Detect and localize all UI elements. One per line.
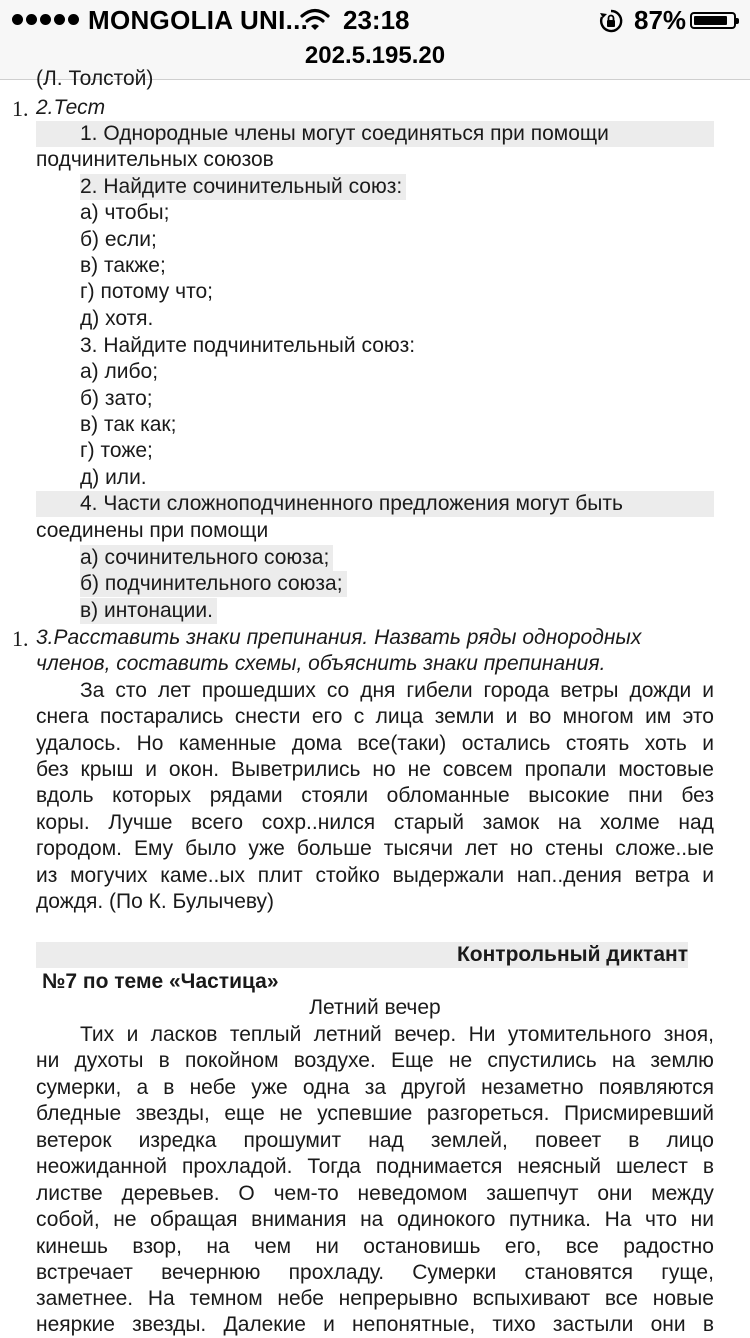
q3-option-a: а) либо; (80, 360, 159, 383)
url-text[interactable]: 202.5.195.20 (304, 42, 446, 69)
status-time: 23:18 (343, 5, 410, 35)
q2-option-a: а) чтобы; (80, 201, 170, 224)
dictation-paragraph-line: листве деревьев. О чем-то неведомом зашепчут они между (36, 1182, 714, 1205)
exercise-paragraph-line: снега постарались снести его с лица земли и во многом им это (36, 705, 714, 728)
question-3: 3. Найдите подчинительный союз: (80, 334, 416, 357)
dictation-paragraph-line: кинешь взор, на чем ни остановишь его, все радостно (36, 1235, 714, 1258)
dictation-paragraph-line: ни духоты в покойном воздухе. Еще не спустились на землю (36, 1049, 714, 1072)
dictation-paragraph-line: Тих и ласков теплый летний вечер. Ни утомительного зноя, (80, 1023, 714, 1046)
exercise-paragraph-line: дождя. (По К. Булычеву) (36, 890, 275, 913)
q4-option-c: в) интонации. (80, 598, 217, 624)
dictation-paragraph-line: встречает вечернюю прохладу. Сумерки становятся гуще, (36, 1261, 714, 1284)
carrier-name: MONGOLIA UNI... (88, 5, 309, 35)
document-page (0, 67, 750, 1336)
exercise-paragraph-line: без крыш и окон. Выветрились но не совсем пропали мостовые (36, 758, 714, 781)
dictation-paragraph-line: собой, не обращая внимания на одинокого путника. На что ни (36, 1208, 714, 1231)
section-heading-punctuation-line-1: 3.Расставить знаки препинания. Назвать ряды однородных (36, 626, 642, 649)
q3-option-b: б) зато; (80, 387, 153, 410)
wifi-icon (300, 8, 330, 37)
battery-percent: 87% (634, 5, 687, 35)
question-1-line-2: подчинительных союзов (36, 148, 274, 171)
question-2: 2. Найдите сочинительный союз: (80, 174, 406, 200)
q2-option-b: б) если; (80, 228, 157, 251)
dictation-paragraph-line: неожиданной прохладой. Тогда поднимается неясный шелест в (36, 1155, 714, 1178)
q2-option-d: г) потому что; (80, 280, 213, 303)
question-1-line-1: 1. Однородные члены могут соединяться при помощи (36, 121, 714, 147)
q3-option-e: д) или. (80, 466, 147, 489)
battery-icon (690, 12, 736, 29)
q3-option-c: в) так как; (80, 413, 177, 436)
q4-option-a: а) сочинительного союза; (80, 545, 333, 571)
q4-option-b: б) подчинительного союза; (80, 571, 347, 597)
list-number: 1. (12, 626, 29, 651)
dictation-paragraph-line: неяркие звезды. Далекие и непонятные, тихо застыли они в (36, 1313, 714, 1336)
rotation-lock-icon (598, 8, 624, 39)
section-heading-test: 2.Тест (36, 96, 106, 119)
question-4-line-1: 4. Части сложноподчиненного предложения могут быть (36, 491, 714, 517)
q3-option-d: г) тоже; (80, 439, 153, 462)
exercise-paragraph-line: городом. Ему было уже больше тысячи лет но стены сложе..ые (36, 837, 714, 860)
q2-option-e: д) хотя. (80, 307, 154, 330)
exercise-paragraph-line: из могучих каме..ых плит стойко выдержали нап..дения ветра и (36, 864, 714, 887)
dictation-paragraph-line: ветерок изредка прошумит над землей, повеет в лицо (36, 1129, 714, 1152)
cut-off-line: (Л. Толстой) (36, 67, 154, 90)
dictation-title-line-2: №7 по теме «Частица» (42, 970, 279, 993)
status-bar (0, 0, 750, 40)
exercise-paragraph-line: удалось. Но каменные дома все(таки) остались стоять хоть и (36, 732, 714, 755)
dictation-paragraph-line: бледные звезды, еще не успевшие разгореться. Присмиревший (36, 1102, 714, 1125)
dictation-paragraph-line: сумерки, а в небе уже одна за другой незаметно появляются (36, 1076, 714, 1099)
signal-strength-icon (12, 14, 79, 25)
exercise-paragraph-line: коры. Лучше всего сохр..нился старый замок на холме над (36, 811, 714, 834)
dictation-title-line-1: Контрольный диктант (36, 942, 688, 968)
exercise-paragraph-line: вдоль которых рядами стояли обломанные высокие пни без (36, 784, 714, 807)
battery-level-fill (694, 16, 727, 25)
list-number: 1. (12, 96, 29, 121)
section-heading-punctuation-line-2: членов, составить схемы, объяснить знаки препинания. (36, 652, 606, 675)
dictation-subtitle: Летний вечер (309, 996, 441, 1019)
exercise-paragraph-line: За сто лет прошедших со дня гибели города ветры дожди и (80, 679, 714, 702)
dictation-paragraph-line: заметнее. На темном небе непрерывно вспыхивают все новые (36, 1287, 714, 1310)
question-4-line-2: соединены при помощи (36, 519, 269, 542)
q2-option-c: в) также; (80, 254, 166, 277)
